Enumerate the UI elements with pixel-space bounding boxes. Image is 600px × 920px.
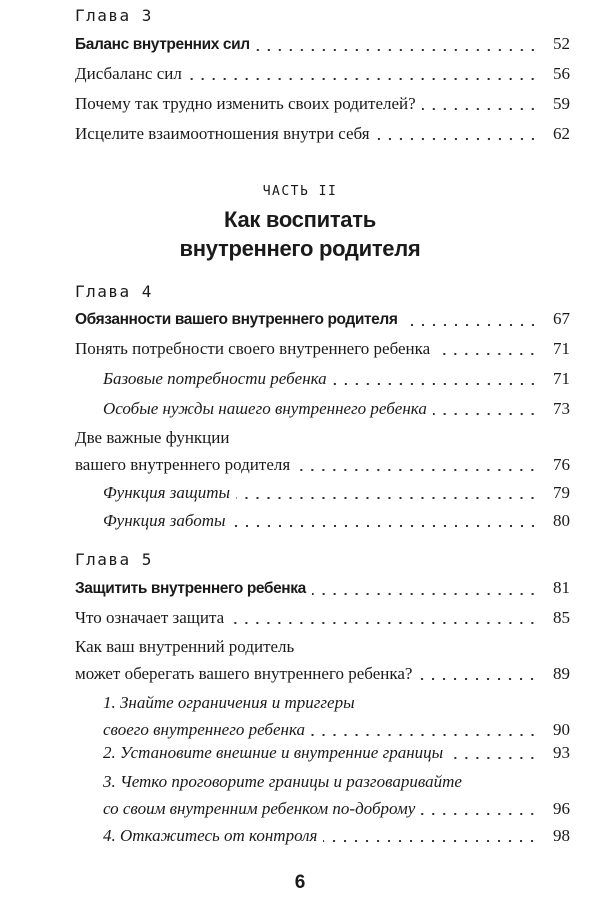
toc-entry[interactable] — [75, 633, 570, 687]
entry-title: 4. Откажитесь от контроля — [103, 826, 318, 845]
chapter-5-label: Глава 5 — [75, 550, 153, 569]
entry-title: Базовые потребности ребенка — [103, 369, 327, 388]
entry-page: 89 — [553, 664, 570, 683]
dot-leader — [296, 469, 538, 471]
entry-page: 80 — [553, 511, 570, 530]
dot-leader — [436, 353, 538, 355]
entry-title-line: Как ваш внутренний родитель — [75, 637, 295, 656]
part-title-line: внутреннего родителя — [179, 236, 421, 261]
entry-title: Обязанности вашего внутреннего родителя — [75, 311, 398, 328]
toc-entry[interactable] — [75, 574, 570, 602]
entry-page: 98 — [553, 826, 570, 845]
dot-leader — [312, 593, 538, 595]
entry-page: 81 — [553, 578, 570, 597]
toc-subentry[interactable] — [103, 739, 570, 766]
entry-title: Дисбаланс сил — [75, 64, 182, 83]
toc-subentry[interactable] — [103, 395, 570, 422]
dot-leader — [232, 525, 538, 527]
part-label: ЧАСТЬ II — [262, 184, 338, 199]
dot-leader — [433, 413, 538, 415]
toc-entry[interactable] — [75, 90, 570, 117]
chapter-3-label: Глава 3 — [75, 6, 153, 25]
entry-title-line: 3. Четко проговорите границы и разговаривайте — [103, 772, 462, 791]
entry-page: 85 — [553, 608, 570, 627]
part-title-line: Как воспитать — [224, 207, 376, 232]
dot-leader — [333, 383, 538, 385]
dot-leader — [256, 49, 538, 51]
entry-title: Понять потребности своего внутреннего ребенка — [75, 339, 431, 358]
toc-entry[interactable] — [75, 305, 570, 333]
entry-page: 73 — [553, 399, 570, 418]
toc-entry[interactable] — [75, 120, 570, 147]
toc-subentry[interactable] — [103, 479, 570, 506]
entry-page: 96 — [553, 799, 570, 818]
dot-leader — [418, 678, 538, 680]
entry-title-line: своего внутреннего ребенка — [103, 720, 305, 739]
entry-title-line: Две важные функции — [75, 428, 230, 447]
entry-page: 62 — [553, 124, 570, 143]
toc-subentry[interactable] — [103, 768, 570, 822]
entry-page: 67 — [553, 309, 570, 328]
toc-entry[interactable] — [75, 60, 570, 87]
dot-leader — [236, 497, 538, 499]
entry-title-line: вашего внутреннего родителя — [75, 455, 291, 474]
page-number: 6 — [294, 872, 306, 893]
toc-entry[interactable] — [75, 335, 570, 362]
dot-leader — [188, 78, 538, 80]
entry-title-line: 1. Знайте ограничения и триггеры — [103, 693, 355, 712]
entry-page: 90 — [553, 720, 570, 739]
toc-subentry[interactable] — [103, 822, 570, 849]
entry-page: 71 — [553, 339, 570, 358]
entry-page: 76 — [553, 455, 570, 474]
entry-page: 52 — [553, 34, 570, 53]
dot-leader — [230, 622, 538, 624]
dot-leader — [376, 138, 538, 140]
entry-title-line: со своим внутренним ребенком по-доброму — [103, 799, 416, 818]
toc-entry[interactable] — [75, 604, 570, 631]
entry-page: 93 — [553, 743, 570, 762]
entry-title-line: может оберегать вашего внутреннего ребенка? — [75, 664, 413, 683]
entry-page: 79 — [553, 483, 570, 502]
dot-leader — [421, 813, 538, 815]
entry-title: Особые нужды нашего внутреннего ребенка — [103, 399, 427, 418]
entry-title: Функция заботы — [103, 511, 226, 530]
entry-page: 59 — [553, 94, 570, 113]
entry-title: Функция защиты — [103, 483, 231, 502]
dot-leader — [422, 108, 538, 110]
dot-leader — [449, 757, 538, 759]
dot-leader — [323, 840, 538, 842]
chapter-4-label: Глава 4 — [75, 282, 153, 301]
entry-title: Почему так трудно изменить своих родителей? — [75, 94, 416, 113]
entry-title: Защитить внутреннего ребенка — [75, 580, 306, 597]
entry-title: Исцелите взаимоотношения внутри себя — [75, 124, 370, 143]
entry-page: 56 — [553, 64, 570, 83]
toc-entry[interactable] — [75, 30, 570, 58]
entry-title: Что означает защита — [75, 608, 225, 627]
toc-subentry[interactable] — [103, 689, 570, 743]
part-title — [0, 205, 600, 263]
toc-entry[interactable] — [75, 424, 570, 478]
toc-subentry[interactable] — [103, 365, 570, 392]
entry-title: Баланс внутренних сил — [75, 36, 250, 53]
dot-leader — [404, 324, 539, 326]
entry-page: 71 — [553, 369, 570, 388]
toc-subentry[interactable] — [103, 507, 570, 534]
dot-leader — [311, 734, 538, 736]
entry-title: 2. Установите внешние и внутренние границы — [103, 743, 444, 762]
